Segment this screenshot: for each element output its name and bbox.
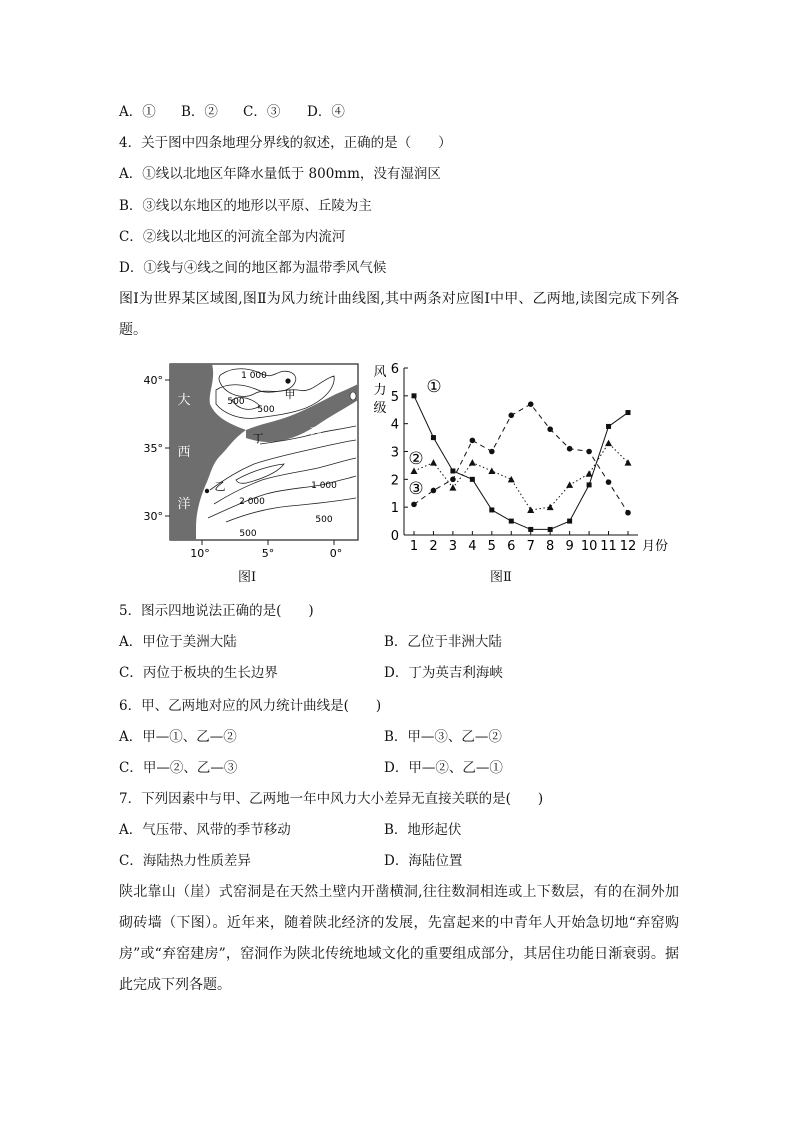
q6-option-c: C．甲—②、乙—③ [119,760,238,776]
x-tick-label: 10 [580,539,598,554]
q7-option-b: B．地形起伏 [384,822,462,838]
x-tick-label: 2 [429,539,438,554]
contour-label: 500 [239,529,257,539]
series-label-2: ② [408,449,424,469]
x-tick-label: 5 [487,539,496,554]
y-axis-label-3: 级 [373,401,387,416]
q5-option-d: D．丁为英吉利海峡 [384,665,503,681]
wind-chart [368,360,668,560]
q6-option-a: A．甲—①、乙—② [119,729,237,745]
data-point [547,426,553,432]
q3-option-c: C．③ [243,104,281,120]
yi-label: 乙 [214,480,226,493]
data-point [567,519,572,524]
data-point [488,467,495,474]
x-tick-label: 1 [409,539,419,554]
lat-label-30: 30° [143,510,163,523]
contour-label: 500 [257,405,275,415]
data-point [431,435,436,440]
y-tick-label: 1 [390,501,399,517]
q4-option-c: C．②线以北地区的河流全部为内流河 [119,229,346,245]
lon-label-5: 5° [261,547,275,560]
q4-stem: 4．关于图中四条地理分界线的叙述，正确的是（ ） [119,135,452,151]
data-point [625,510,631,516]
x-tick-label: 4 [468,539,477,554]
q4-option-d: D．①线与④线之间的地区都为温带季风气候 [119,260,387,276]
q5-option-b: B．乙位于非洲大陆 [384,634,502,650]
x-tick-label: 6 [507,539,516,554]
data-point [470,438,476,444]
data-point [586,470,593,477]
q6-stem: 6．甲、乙两地对应的风力统计曲线是( ) [119,698,382,714]
data-point [567,446,573,452]
x-tick-label: 9 [565,539,574,554]
y-axis-label-2: 力 [373,383,387,398]
q7-option-d: D．海陆位置 [384,853,463,869]
q7-stem: 7．下列因素中与甲、乙两地一年中风力大小差异无直接关联的是( ) [119,791,544,807]
series-line-1 [414,396,628,530]
lat-label-35: 35° [143,442,163,455]
series-label-1: ① [426,377,442,397]
lon-label-10: 10° [190,547,210,560]
data-point [548,527,553,532]
ocean-char-xi: 西 [177,445,191,460]
data-point [587,482,592,487]
q6-option-b: B．甲—③、乙—② [384,729,502,745]
q4-option-b: B．③线以东地区的地形以平原、丘陵为主 [119,198,372,214]
data-point [605,440,612,447]
q7-option-c: C．海陆热力性质差异 [119,853,251,869]
data-point [606,424,611,429]
data-point [528,401,534,407]
y-tick-label: 6 [390,362,399,377]
contour-label: 500 [227,397,245,407]
figure-1-caption: 图Ⅰ [238,570,257,585]
q7-option-a: A．气压带、风带的季节移动 [119,822,291,838]
data-point [508,476,515,483]
q5-option-a: A．甲位于美洲大陆 [119,634,237,650]
y-tick-label: 5 [390,389,399,405]
contour-label: 1 000 [241,371,267,381]
bing-label: 丙 [309,425,323,439]
x-tick-label: 12 [619,539,637,554]
q5-option-c: C．丙位于板块的生长边界 [119,665,278,681]
q3-option-b: B．② [181,104,218,120]
jia-label: 甲 [284,388,296,401]
ding-label: 丁 [252,432,264,445]
data-point [606,479,612,485]
data-point [626,410,631,415]
x-tick-label: 7 [526,539,535,554]
series-label-3: ③ [408,479,424,499]
contour-label: 2 000 [239,497,265,507]
intro-paragraph-2: 陕北靠山（崖）式窑洞是在天然土壁内开凿横洞,往往数洞相连或上下数层，有的在洞外加砌砖墙（下图）。近年来，随着陕北经济的发展，先富起来的中青年人开始急切地“弃窑购房”或“弃窑建房”，窑洞作为陕北传统地域文化的重要组成部分，其居住功能日渐衰弱。据此完成下列各题。 [119,884,679,993]
data-point [489,507,494,512]
data-point [566,481,573,488]
data-point [586,449,592,455]
data-point [431,488,437,494]
data-point [469,459,476,466]
data-point [509,519,514,524]
x-axis-label: 月份 [642,539,669,554]
x-tick-label: 8 [546,539,555,554]
data-point [412,393,417,398]
q3-option-d: D．④ [307,104,345,120]
region-map [143,360,365,585]
q4-option-a: A．①线以北地区年降水量低于 800mm，没有湿润区 [119,166,441,182]
contour-label: 500 [315,515,333,525]
data-point [489,449,495,455]
contour-label: 1 000 [311,481,337,491]
data-point [547,504,554,511]
lat-label-40: 40° [143,374,163,387]
data-point [450,477,456,483]
x-tick-label: 11 [600,539,617,554]
jia-point [285,378,290,383]
series-line-2 [414,443,628,510]
intro-paragraph-1: 图Ⅰ为世界某区域图,图Ⅱ为风力统计曲线图,其中两条对应图Ⅰ中甲、乙两地,读图完成下列各题。 [119,291,679,338]
y-tick-label: 2 [390,473,399,489]
y-tick-label: 0 [390,529,399,544]
yi-point [205,489,209,493]
y-axis-label-1: 风 [373,365,387,380]
ocean-char-da: 大 [177,393,191,408]
q6-option-d: D．甲—②、乙—① [384,760,503,776]
data-point [508,413,514,419]
q5-stem: 5．图示四地说法正确的是( ) [119,603,314,619]
x-tick-label: 3 [448,539,458,554]
data-point [527,506,534,513]
data-point [625,459,632,466]
data-point [450,468,455,473]
figure-2-caption: 图Ⅱ [490,570,512,585]
data-point [430,459,437,466]
y-tick-label: 3 [390,445,399,461]
y-tick-label: 4 [390,417,399,433]
data-point [411,502,417,508]
q3-option-a: A．① [119,104,156,120]
data-point [528,527,533,532]
data-point [470,477,475,482]
lon-label-0: 0° [329,547,343,560]
ocean-char-yang: 洋 [177,497,191,512]
